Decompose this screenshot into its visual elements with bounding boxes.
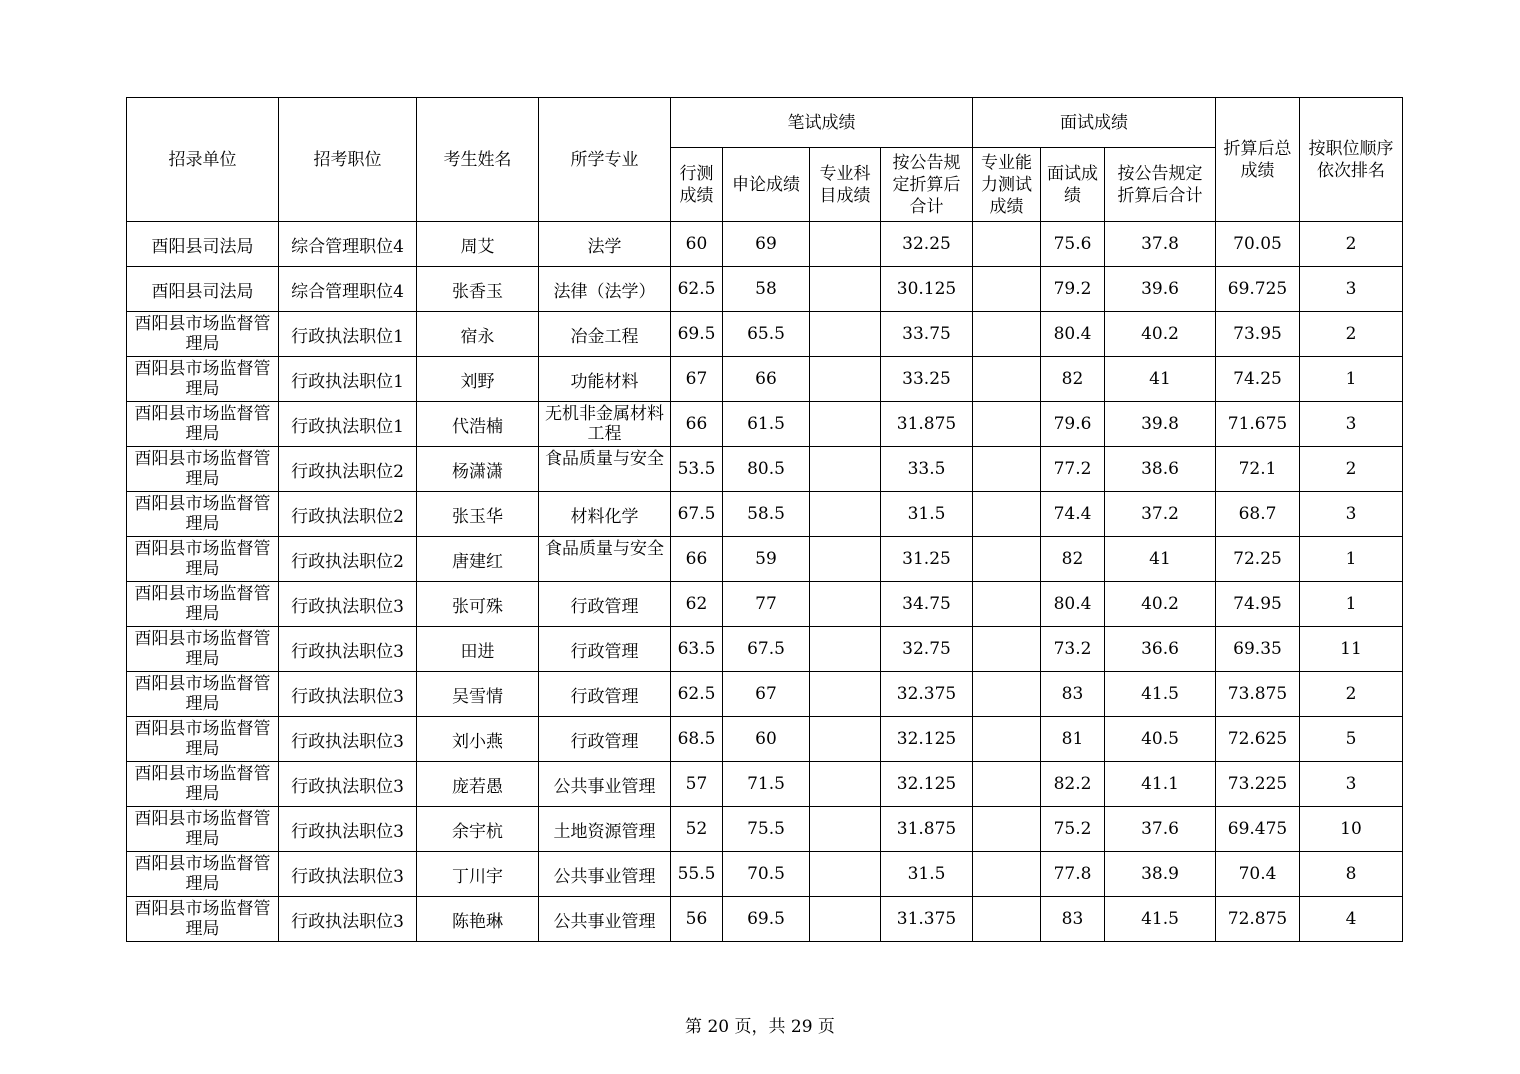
ability-cell — [973, 627, 1041, 672]
total-cell: 72.875 — [1216, 897, 1300, 942]
shenlun-cell: 58.5 — [723, 492, 810, 537]
interview-cell: 80.4 — [1041, 312, 1105, 357]
interview-converted-cell: 37.8 — [1105, 222, 1216, 267]
table-row — [127, 267, 1403, 312]
ability-cell — [973, 492, 1041, 537]
xingce-cell: 62 — [671, 582, 723, 627]
major-cell: 行政管理 — [539, 672, 671, 717]
unit-cell-text: 酉阳县市场监督管理局 — [134, 628, 271, 669]
total-cell: 74.25 — [1216, 357, 1300, 402]
position-cell: 行政执法职位3 — [279, 672, 417, 717]
professional-cell — [810, 537, 881, 582]
table-row — [127, 807, 1403, 852]
rank-cell: 1 — [1300, 357, 1403, 402]
table-row — [127, 897, 1403, 942]
professional-cell — [810, 492, 881, 537]
total-cell: 72.1 — [1216, 447, 1300, 492]
major-cell: 行政管理 — [539, 627, 671, 672]
shenlun-cell: 70.5 — [723, 852, 810, 897]
rank-cell: 3 — [1300, 492, 1403, 537]
table-row — [127, 762, 1403, 807]
interview-converted-cell: 41.1 — [1105, 762, 1216, 807]
xingce-cell: 62.5 — [671, 672, 723, 717]
interview-converted-cell: 39.6 — [1105, 267, 1216, 312]
header-rank: 按职位顺序依次排名 — [1300, 98, 1403, 222]
ability-cell — [973, 897, 1041, 942]
major-cell-text: 食品质量与安全 — [545, 448, 664, 469]
written-converted-cell: 31.875 — [881, 402, 973, 447]
written-converted-cell: 32.125 — [881, 717, 973, 762]
rank-cell: 2 — [1300, 312, 1403, 357]
shenlun-cell: 71.5 — [723, 762, 810, 807]
major-cell — [539, 402, 671, 447]
table-row — [127, 312, 1403, 357]
total-cell: 70.4 — [1216, 852, 1300, 897]
major-cell: 法学 — [539, 222, 671, 267]
professional-cell — [810, 897, 881, 942]
unit-cell-text: 酉阳县市场监督管理局 — [134, 898, 271, 939]
unit-cell — [127, 807, 279, 852]
major-cell: 土地资源管理 — [539, 807, 671, 852]
interview-converted-cell: 40.5 — [1105, 717, 1216, 762]
major-cell: 冶金工程 — [539, 312, 671, 357]
shenlun-cell: 80.5 — [723, 447, 810, 492]
interview-converted-cell: 39.8 — [1105, 402, 1216, 447]
rank-cell: 3 — [1300, 762, 1403, 807]
interview-cell: 77.2 — [1041, 447, 1105, 492]
name-cell: 宿永 — [417, 312, 539, 357]
unit-cell — [127, 357, 279, 402]
table-row — [127, 447, 1403, 492]
ability-cell — [973, 807, 1041, 852]
interview-cell: 79.6 — [1041, 402, 1105, 447]
total-cell: 72.25 — [1216, 537, 1300, 582]
unit-cell-text: 酉阳县市场监督管理局 — [134, 718, 271, 759]
ability-cell — [973, 357, 1041, 402]
ability-cell — [973, 762, 1041, 807]
major-cell — [539, 447, 671, 492]
rank-cell: 10 — [1300, 807, 1403, 852]
professional-cell — [810, 222, 881, 267]
position-cell: 行政执法职位3 — [279, 897, 417, 942]
ability-cell — [973, 717, 1041, 762]
unit-cell-text: 酉阳县市场监督管理局 — [134, 313, 271, 354]
shenlun-cell: 65.5 — [723, 312, 810, 357]
unit-cell — [127, 312, 279, 357]
shenlun-cell: 67.5 — [723, 627, 810, 672]
unit-cell — [127, 852, 279, 897]
position-cell: 行政执法职位3 — [279, 717, 417, 762]
total-cell: 70.05 — [1216, 222, 1300, 267]
total-cell: 73.95 — [1216, 312, 1300, 357]
total-cell: 69.35 — [1216, 627, 1300, 672]
rank-cell: 4 — [1300, 897, 1403, 942]
header-position: 招考职位 — [279, 98, 417, 222]
shenlun-cell: 61.5 — [723, 402, 810, 447]
written-converted-cell: 33.25 — [881, 357, 973, 402]
xingce-cell: 69.5 — [671, 312, 723, 357]
interview-converted-cell: 38.6 — [1105, 447, 1216, 492]
written-converted-cell: 31.5 — [881, 492, 973, 537]
score-table — [126, 97, 1403, 942]
position-cell: 行政执法职位3 — [279, 582, 417, 627]
total-cell: 73.225 — [1216, 762, 1300, 807]
unit-cell — [127, 627, 279, 672]
interview-cell: 75.2 — [1041, 807, 1105, 852]
rank-cell: 3 — [1300, 267, 1403, 312]
name-cell: 刘小燕 — [417, 717, 539, 762]
unit-cell-text: 酉阳县市场监督管理局 — [134, 538, 271, 579]
rank-cell: 1 — [1300, 537, 1403, 582]
name-cell: 唐建红 — [417, 537, 539, 582]
table-row — [127, 357, 1403, 402]
xingce-cell: 68.5 — [671, 717, 723, 762]
interview-converted-cell: 37.2 — [1105, 492, 1216, 537]
unit-cell-text: 酉阳县市场监督管理局 — [134, 448, 271, 489]
rank-cell: 1 — [1300, 582, 1403, 627]
interview-cell: 83 — [1041, 897, 1105, 942]
table-row — [127, 852, 1403, 897]
xingce-cell: 66 — [671, 537, 723, 582]
major-cell: 行政管理 — [539, 717, 671, 762]
major-cell: 公共事业管理 — [539, 852, 671, 897]
unit-cell — [127, 537, 279, 582]
written-converted-cell: 34.75 — [881, 582, 973, 627]
shenlun-cell: 69 — [723, 222, 810, 267]
total-cell: 73.875 — [1216, 672, 1300, 717]
shenlun-cell: 60 — [723, 717, 810, 762]
table-row — [127, 492, 1403, 537]
unit-cell — [127, 582, 279, 627]
position-cell: 行政执法职位1 — [279, 402, 417, 447]
name-cell: 吴雪情 — [417, 672, 539, 717]
table-row — [127, 717, 1403, 762]
written-converted-cell: 33.5 — [881, 447, 973, 492]
unit-cell — [127, 672, 279, 717]
total-cell: 69.475 — [1216, 807, 1300, 852]
xingce-cell: 67 — [671, 357, 723, 402]
unit-cell-text: 酉阳县市场监督管理局 — [134, 763, 271, 804]
professional-cell — [810, 627, 881, 672]
xingce-cell: 62.5 — [671, 267, 723, 312]
professional-cell — [810, 762, 881, 807]
shenlun-cell: 58 — [723, 267, 810, 312]
header-ability-test: 专业能力测试成绩 — [973, 148, 1041, 222]
unit-cell-text: 酉阳县市场监督管理局 — [134, 583, 271, 624]
table-row — [127, 627, 1403, 672]
header-written-converted: 按公告规定折算后合计 — [881, 148, 973, 222]
professional-cell — [810, 312, 881, 357]
unit-cell-text: 酉阳县市场监督管理局 — [134, 673, 271, 714]
position-cell: 综合管理职位4 — [279, 222, 417, 267]
total-cell: 74.95 — [1216, 582, 1300, 627]
unit-cell: 酉阳县司法局 — [127, 222, 279, 267]
unit-cell — [127, 717, 279, 762]
interview-converted-cell: 36.6 — [1105, 627, 1216, 672]
xingce-cell: 52 — [671, 807, 723, 852]
shenlun-cell: 67 — [723, 672, 810, 717]
total-cell: 69.725 — [1216, 267, 1300, 312]
name-cell: 张玉华 — [417, 492, 539, 537]
position-cell: 行政执法职位3 — [279, 762, 417, 807]
header-written-group: 笔试成绩 — [671, 98, 973, 148]
unit-cell — [127, 447, 279, 492]
shenlun-cell: 75.5 — [723, 807, 810, 852]
unit-cell — [127, 402, 279, 447]
position-cell: 行政执法职位2 — [279, 447, 417, 492]
rank-cell: 2 — [1300, 447, 1403, 492]
interview-cell: 73.2 — [1041, 627, 1105, 672]
major-cell: 功能材料 — [539, 357, 671, 402]
interview-cell: 75.6 — [1041, 222, 1105, 267]
written-converted-cell: 31.875 — [881, 807, 973, 852]
ability-cell — [973, 447, 1041, 492]
unit-cell-text: 酉阳县市场监督管理局 — [134, 403, 271, 444]
major-cell-text: 无机非金属材料工程 — [545, 403, 664, 444]
interview-cell: 82.2 — [1041, 762, 1105, 807]
position-cell: 行政执法职位3 — [279, 627, 417, 672]
total-cell: 72.625 — [1216, 717, 1300, 762]
interview-converted-cell: 38.9 — [1105, 852, 1216, 897]
written-converted-cell: 32.75 — [881, 627, 973, 672]
major-cell — [539, 537, 671, 582]
interview-converted-cell: 37.6 — [1105, 807, 1216, 852]
header-unit: 招录单位 — [127, 98, 279, 222]
written-converted-cell: 31.5 — [881, 852, 973, 897]
major-cell: 材料化学 — [539, 492, 671, 537]
professional-cell — [810, 672, 881, 717]
xingce-cell: 53.5 — [671, 447, 723, 492]
interview-cell: 82 — [1041, 357, 1105, 402]
position-cell: 行政执法职位1 — [279, 357, 417, 402]
table-header — [127, 98, 1403, 222]
ability-cell — [973, 267, 1041, 312]
unit-cell — [127, 492, 279, 537]
major-cell: 公共事业管理 — [539, 897, 671, 942]
xingce-cell: 57 — [671, 762, 723, 807]
name-cell: 余宇杭 — [417, 807, 539, 852]
unit-cell-text: 酉阳县市场监督管理局 — [134, 808, 271, 849]
position-cell: 综合管理职位4 — [279, 267, 417, 312]
position-cell: 行政执法职位2 — [279, 537, 417, 582]
ability-cell — [973, 672, 1041, 717]
header-interview-group: 面试成绩 — [973, 98, 1216, 148]
interview-converted-cell: 41.5 — [1105, 672, 1216, 717]
professional-cell — [810, 807, 881, 852]
table-row — [127, 402, 1403, 447]
professional-cell — [810, 582, 881, 627]
unit-cell-text: 酉阳县市场监督管理局 — [134, 493, 271, 534]
major-cell-text: 食品质量与安全 — [545, 538, 664, 559]
total-cell: 68.7 — [1216, 492, 1300, 537]
rank-cell: 3 — [1300, 402, 1403, 447]
ability-cell — [973, 222, 1041, 267]
ability-cell — [973, 852, 1041, 897]
position-cell: 行政执法职位2 — [279, 492, 417, 537]
interview-converted-cell: 41 — [1105, 357, 1216, 402]
position-cell: 行政执法职位3 — [279, 807, 417, 852]
interview-converted-cell: 40.2 — [1105, 582, 1216, 627]
header-interview: 面试成绩 — [1041, 148, 1105, 222]
header-shenlun: 申论成绩 — [723, 148, 810, 222]
shenlun-cell: 77 — [723, 582, 810, 627]
interview-converted-cell: 40.2 — [1105, 312, 1216, 357]
interview-cell: 81 — [1041, 717, 1105, 762]
unit-cell-text: 酉阳县市场监督管理局 — [134, 853, 271, 894]
major-cell: 公共事业管理 — [539, 762, 671, 807]
interview-cell: 82 — [1041, 537, 1105, 582]
major-cell: 行政管理 — [539, 582, 671, 627]
table-body — [127, 222, 1403, 942]
xingce-cell: 55.5 — [671, 852, 723, 897]
professional-cell — [810, 267, 881, 312]
interview-cell: 80.4 — [1041, 582, 1105, 627]
interview-converted-cell: 41 — [1105, 537, 1216, 582]
header-total: 折算后总成绩 — [1216, 98, 1300, 222]
shenlun-cell: 69.5 — [723, 897, 810, 942]
total-cell: 71.675 — [1216, 402, 1300, 447]
written-converted-cell: 31.25 — [881, 537, 973, 582]
xingce-cell: 67.5 — [671, 492, 723, 537]
interview-cell: 79.2 — [1041, 267, 1105, 312]
header-major: 所学专业 — [539, 98, 671, 222]
rank-cell: 11 — [1300, 627, 1403, 672]
position-cell: 行政执法职位3 — [279, 852, 417, 897]
header-xingce: 行测成绩 — [671, 148, 723, 222]
rank-cell: 2 — [1300, 672, 1403, 717]
name-cell: 周艾 — [417, 222, 539, 267]
unit-cell — [127, 897, 279, 942]
written-converted-cell: 31.375 — [881, 897, 973, 942]
professional-cell — [810, 402, 881, 447]
name-cell: 田进 — [417, 627, 539, 672]
xingce-cell: 56 — [671, 897, 723, 942]
shenlun-cell: 59 — [723, 537, 810, 582]
written-converted-cell: 33.75 — [881, 312, 973, 357]
professional-cell — [810, 717, 881, 762]
unit-cell — [127, 762, 279, 807]
ability-cell — [973, 312, 1041, 357]
ability-cell — [973, 402, 1041, 447]
xingce-cell: 66 — [671, 402, 723, 447]
shenlun-cell: 66 — [723, 357, 810, 402]
header-name: 考生姓名 — [417, 98, 539, 222]
unit-cell-text: 酉阳县市场监督管理局 — [134, 358, 271, 399]
header-interview-converted: 按公告规定折算后合计 — [1105, 148, 1216, 222]
interview-cell: 83 — [1041, 672, 1105, 717]
name-cell: 杨潇潇 — [417, 447, 539, 492]
name-cell: 刘野 — [417, 357, 539, 402]
rank-cell: 2 — [1300, 222, 1403, 267]
professional-cell — [810, 357, 881, 402]
written-converted-cell: 32.25 — [881, 222, 973, 267]
rank-cell: 5 — [1300, 717, 1403, 762]
major-cell: 法律（法学） — [539, 267, 671, 312]
ability-cell — [973, 537, 1041, 582]
name-cell: 代浩楠 — [417, 402, 539, 447]
rank-cell: 8 — [1300, 852, 1403, 897]
table-row — [127, 672, 1403, 717]
name-cell: 庞若愚 — [417, 762, 539, 807]
xingce-cell: 60 — [671, 222, 723, 267]
header-professional: 专业科目成绩 — [810, 148, 881, 222]
table-row — [127, 222, 1403, 267]
ability-cell — [973, 582, 1041, 627]
name-cell: 陈艳琳 — [417, 897, 539, 942]
position-cell: 行政执法职位1 — [279, 312, 417, 357]
interview-cell: 77.8 — [1041, 852, 1105, 897]
unit-cell: 酉阳县司法局 — [127, 267, 279, 312]
interview-converted-cell: 41.5 — [1105, 897, 1216, 942]
name-cell: 张香玉 — [417, 267, 539, 312]
page-footer: 第 20 页，共 29 页 — [685, 1017, 835, 1037]
name-cell: 丁川宇 — [417, 852, 539, 897]
written-converted-cell: 32.125 — [881, 762, 973, 807]
table-row — [127, 537, 1403, 582]
written-converted-cell: 32.375 — [881, 672, 973, 717]
interview-cell: 74.4 — [1041, 492, 1105, 537]
written-converted-cell: 30.125 — [881, 267, 973, 312]
name-cell: 张可殊 — [417, 582, 539, 627]
professional-cell — [810, 447, 881, 492]
table-row — [127, 582, 1403, 627]
professional-cell — [810, 852, 881, 897]
xingce-cell: 63.5 — [671, 627, 723, 672]
